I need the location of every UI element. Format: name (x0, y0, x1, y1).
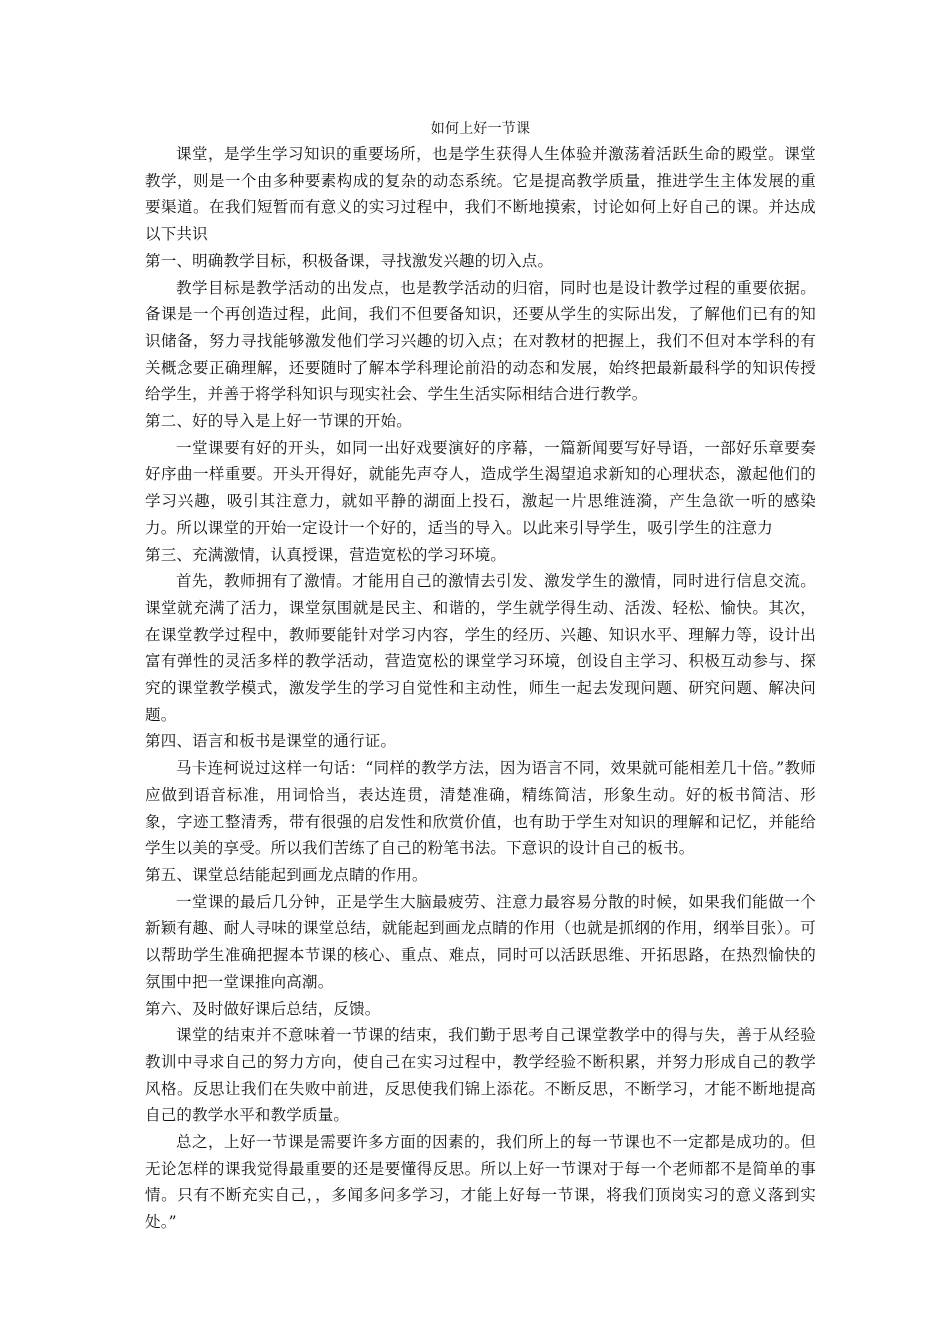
document-title: 如何上好一节课 (430, 121, 531, 137)
section-body-6: 课堂的结束并不意味着一节课的结束，我们勤于思考自己课堂教学中的得与失，善于从经验教训中寻求自己的努力方向，使自己在实习过程中，教学经验不断积累，并努力形成自己的教学风格。反思让我们在失败中前进，反思使我们锦上添花。不断反思，不断学习，才能不断地提高自己的教学水平和教学质量。 (145, 1026, 816, 1125)
section-body-1: 教学目标是教学活动的出发点，也是教学活动的归宿，同时也是设计教学过程的重要依据。备课是一个再创造过程，此间，我们不但要备知识，还要从学生的实际出发，了解他们已有的知识储备，努力寻找能够激发他们学习兴趣的切入点；在对教材的把握上，我们不但对本学科的有关概念要正确理解，还要随时了解本学科理论前沿的动态和发展，始终把最新最科学的知识传授给学生，并善于将学科知识与现实社会、学生生活实际相结合进行教学。 (145, 278, 816, 404)
section-body-5: 一堂课的最后几分钟，正是学生大脑最疲劳、注意力最容易分散的时候，如果我们能做一个新颖有趣、耐人寻味的课堂总结，就能起到画龙点睛的作用（也就是抓纲的作用，纲举目张）。可以帮助学生准确把握本节课的核心、重点、难点，同时可以活跃思维、开拓思路，在热烈愉快的氛围中把一堂课推向高潮。 (145, 892, 816, 991)
document-page (145, 118, 816, 1236)
section-body-2: 一堂课要有好的开头，如同一出好戏要演好的序幕，一篇新闻要写好导语，一部好乐章要奏好序曲一样重要。开头开得好，就能先声夺人，造成学生渴望追求新知的心理状态，激起他们的学习兴趣，吸引其注意力，就如平静的湖面上投石，激起一片思维涟漪，产生急欲一听的感染力。所以课堂的开始一定设计一个好的，适当的导入。以此来引导学生，吸引学生的注意力 (145, 438, 816, 537)
section-heading-2: 第二、好的导入是上好一节课的开始。 (145, 412, 412, 431)
intro-paragraph: 课堂，是学生学习知识的重要场所，也是学生获得人生体验并激荡着活跃生命的殿堂。课堂教学，则是一个由多种要素构成的复杂的动态系统。它是提高教学质量，推进学生主体发展的重要渠道。在我们短暂而有意义的实习过程中，我们不断地摸索，讨论如何上好自己的课。并达成以下共识 (145, 145, 816, 244)
section-heading-1: 第一、明确教学目标，积极备课，寻找激发兴趣的切入点。 (145, 251, 554, 270)
section-heading-5: 第五、课堂总结能起到画龙点睛的作用。 (145, 865, 428, 884)
section-heading-4: 第四、语言和板书是课堂的通行证。 (145, 732, 397, 751)
section-heading-3: 第三、充满激情，认真授课，营造宽松的学习环境。 (145, 545, 507, 564)
conclusion-paragraph: 总之，上好一节课是需要许多方面的因素的，我们所上的每一节课也不一定都是成功的。但无论怎样的课我觉得最重要的还是要懂得反思。所以上好一节课对于每一个老师都不是简单的事情。只有不断充实自己，，多闻多问多学习，才能上好每一节课，将我们顶岗实习的意义落到实处。” (145, 1133, 816, 1232)
section-body-3: 首先，教师拥有了激情。才能用自己的激情去引发、激发学生的激情，同时进行信息交流。课堂就充满了活力，课堂氛围就是民主、和谐的，学生就学得生动、活泼、轻松、愉快。其次，在课堂教学过程中，教师要能针对学习内容，学生的经历、兴趣、知识水平、理解力等，设计出富有弹性的灵活多样的教学活动，营造宽松的课堂学习环境，创设自主学习、积极互动参与、探究的课堂教学模式，激发学生的学习自觉性和主动性，师生一起去发现问题、研究问题、解决问题。 (145, 572, 816, 724)
section-heading-6: 第六、及时做好课后总结，反馈。 (145, 999, 381, 1018)
section-body-4: 马卡连柯说过这样一句话：“同样的教学方法，因为语言不同，效果就可能相差几十倍。”教师应做到语音标准，用词恰当，表达连贯，清楚准确，精练简洁，形象生动。好的板书简洁、形象，字迹工整清秀，带有很强的启发性和欣赏价值，也有助于学生对知识的理解和记忆，并能给学生以美的享受。所以我们苦练了自己的粉笔书法。下意识的设计自己的板书。 (145, 759, 816, 858)
